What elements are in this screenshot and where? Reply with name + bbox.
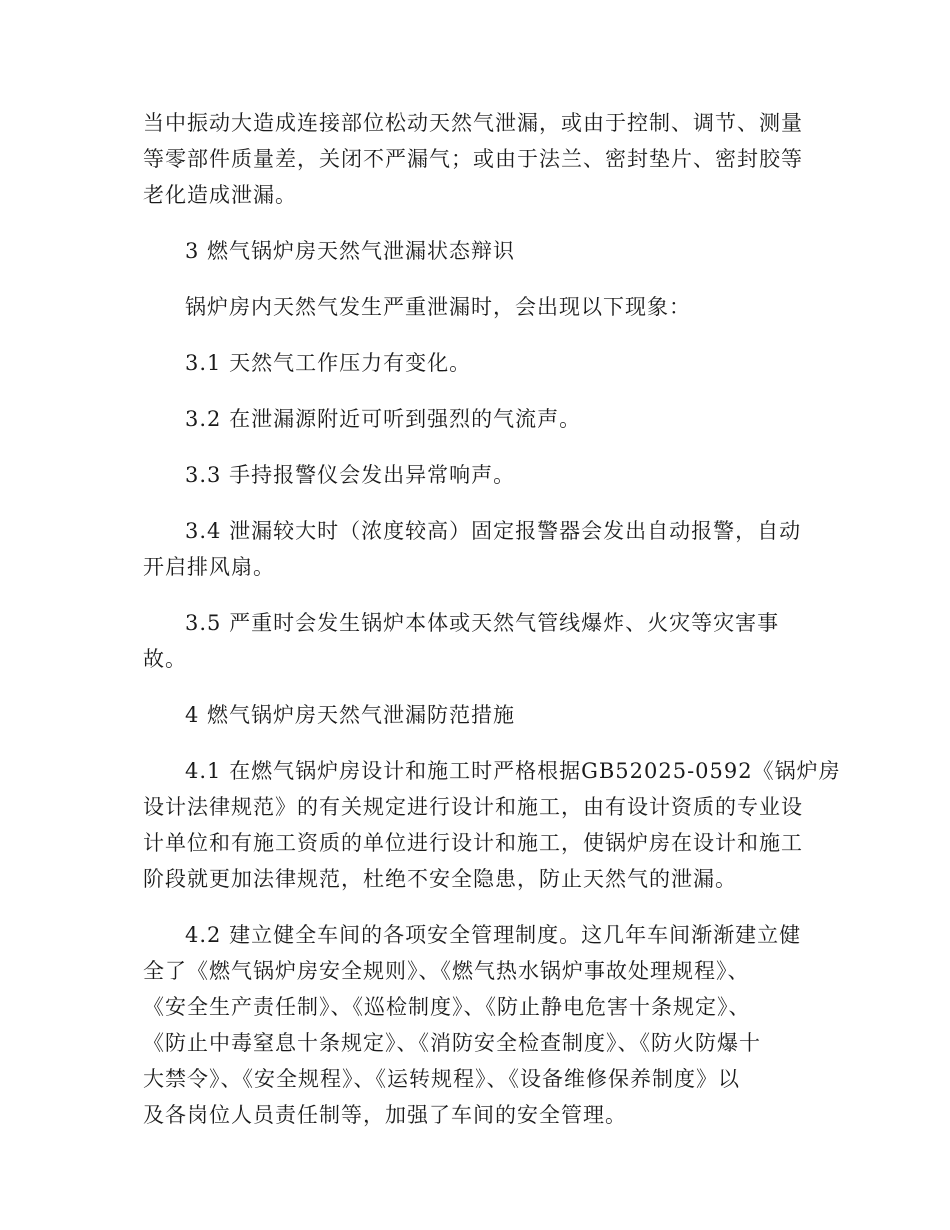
text-line: 计单位和有施工资质的单位进行设计和施工，使锅炉房在设计和施工 — [143, 831, 803, 855]
paragraph-3-3 — [143, 457, 803, 493]
text-line: 故。 — [143, 647, 187, 671]
text-line: 3.3 手持报警仪会发出异常响声。 — [185, 463, 516, 487]
text-line: 3.4 泄漏较大时（浓度较高）固定报警器会发出自动报警，自动 — [185, 519, 802, 543]
section-heading-4 — [143, 697, 803, 733]
text-line: 4.1 在燃气锅炉房设计和施工时严格根据GB52025-0592《锅炉房 — [185, 759, 841, 783]
text-line: 3.1 天然气工作压力有变化。 — [185, 351, 472, 375]
paragraph-4-2 — [143, 917, 803, 1133]
text-line: 3.5 严重时会发生锅炉本体或天然气管线爆炸、火灾等灾害事 — [185, 611, 780, 635]
text-line: 4.2 建立健全车间的各项安全管理制度。这几年车间渐渐建立健 — [185, 923, 802, 947]
paragraph-3-4 — [143, 513, 803, 585]
paragraph-3-2 — [143, 401, 803, 437]
paragraph-3-5 — [143, 605, 803, 677]
text-line: 等零部件质量差，关闭不严漏气；或由于法兰、密封垫片、密封胶等 — [143, 147, 803, 171]
text-line: 阶段就更加法律规范，杜绝不安全隐患，防止天然气的泄漏。 — [143, 867, 737, 891]
text-line: 设计法律规范》的有关规定进行设计和施工，由有设计资质的专业设 — [143, 795, 803, 819]
text-line: 《安全生产责任制》、《巡检制度》、《防止静电危害十条规定》、 — [143, 995, 751, 1019]
text-line: 及各岗位人员责任制等，加强了车间的安全管理。 — [143, 1103, 627, 1127]
text-line: 《防止中毒窒息十条规定》、《消防安全检查制度》、《防火防爆十 — [143, 1031, 761, 1055]
paragraph-continuation — [143, 105, 803, 213]
text-line: 老化造成泄漏。 — [143, 183, 297, 207]
document-body — [143, 105, 841, 1133]
paragraph-4-1 — [143, 753, 841, 897]
heading-text: 4 燃气锅炉房天然气泄漏防范措施 — [185, 703, 516, 727]
text-line: 开启排风扇。 — [143, 555, 275, 579]
heading-text: 3 燃气锅炉房天然气泄漏状态辩识 — [185, 239, 516, 263]
section-heading-3 — [143, 233, 803, 269]
text-line: 全了《燃气锅炉房安全规则》、《燃气热水锅炉事故处理规程》、 — [143, 959, 750, 983]
text-line: 大禁令》、《安全规程》、《运转规程》、《设备维修保养制度》以 — [143, 1067, 740, 1091]
text-line: 当中振动大造成连接部位松动天然气泄漏，或由于控制、调节、测量 — [143, 111, 803, 135]
text-line: 锅炉房内天然气发生严重泄漏时，会出现以下现象： — [185, 295, 691, 319]
paragraph-3-1 — [143, 345, 803, 381]
text-line: 3.2 在泄漏源附近可听到强烈的气流声。 — [185, 407, 582, 431]
paragraph-3-intro — [143, 289, 803, 325]
